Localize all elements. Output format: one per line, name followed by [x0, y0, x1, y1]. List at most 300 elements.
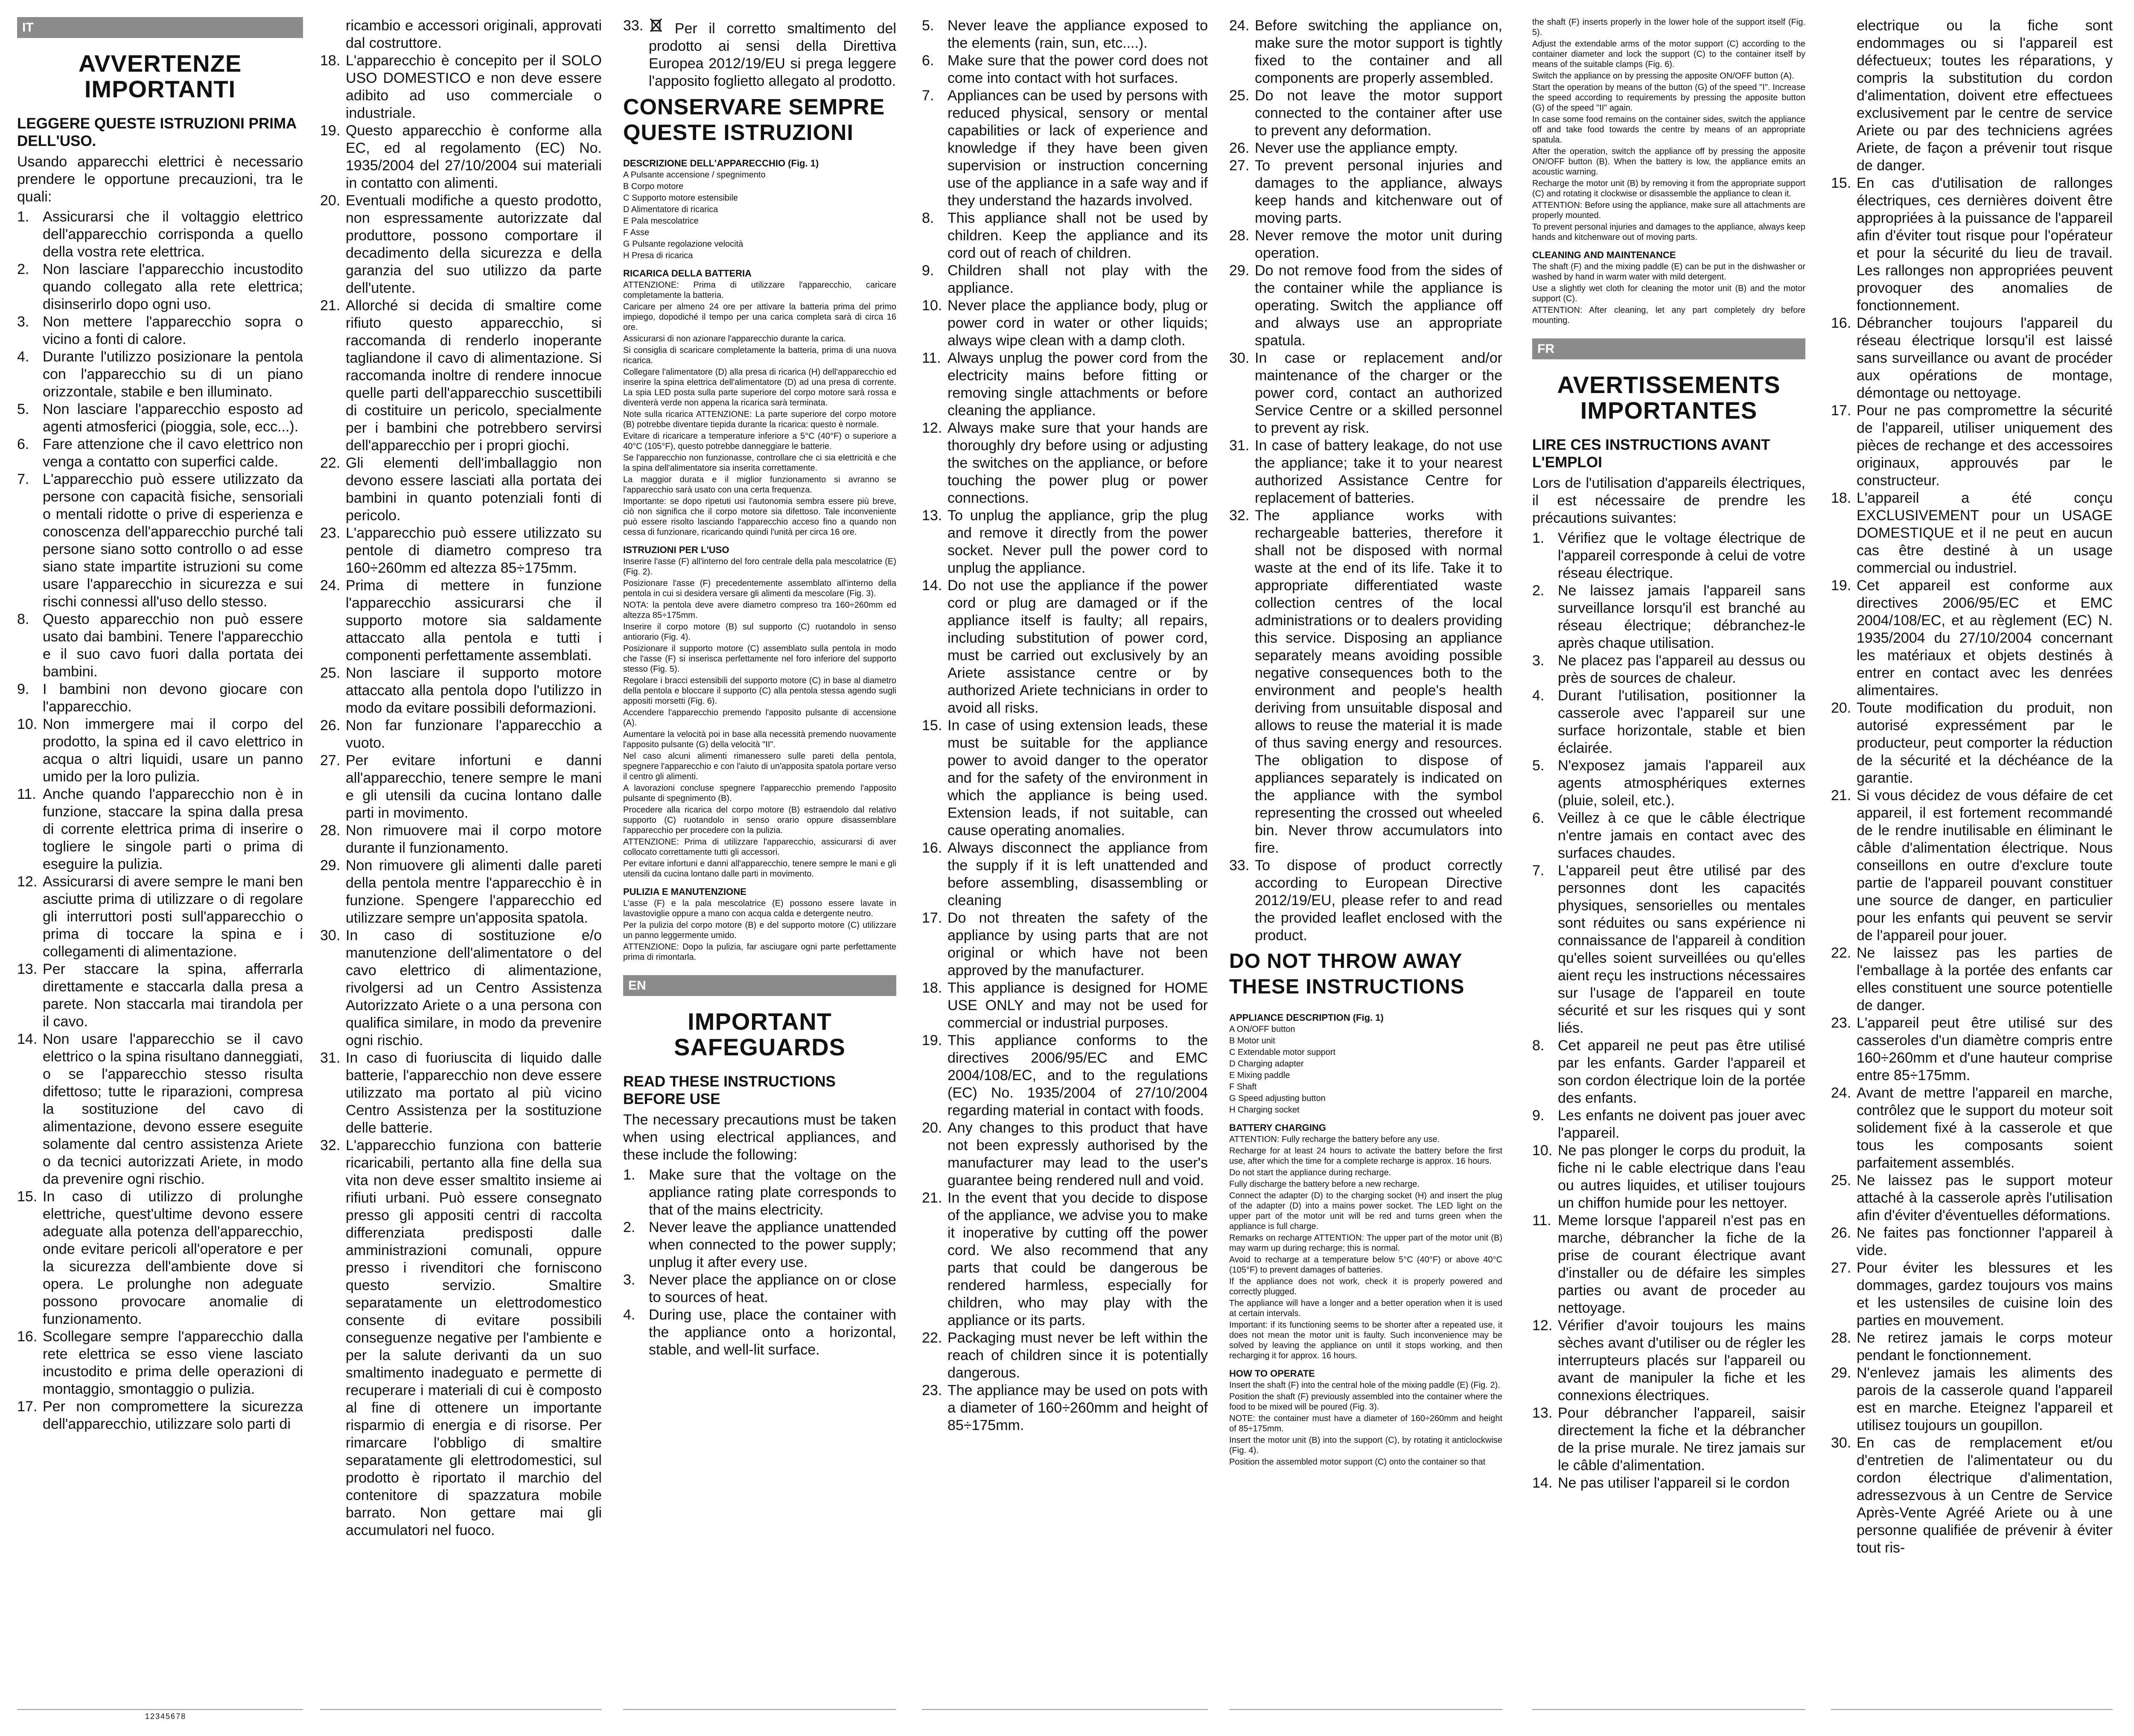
item-number: 28.	[320, 822, 341, 839]
item-number: 22.	[1831, 945, 1851, 961]
item-text: En cas de remplacement et/ou d'entretien de l'alimentateur ou du cordon électrique d'alimentation, adressezvous à un Centre de Service Après-Vente Agréé Ariete ou à une personne qualifiée de prévenir à éviter tout ris-	[1857, 1435, 2113, 1556]
list-item	[1229, 437, 1502, 507]
item-text: Non immergere mai il corpo del prodotto, la spina ed il cavo elettrico in acqua o altri liquidi, usare un panno umido per la loro pulizia.	[43, 716, 303, 785]
list-item	[320, 122, 602, 192]
item-text: This appliance shall not be used by children. Keep the appliance and its cord out of reach of children.	[947, 210, 1208, 261]
item-number: 31.	[320, 1050, 341, 1066]
item-text: L'appareil peut être utilisé par des personnes dont les capacités physiques, sensorielles ou mentales sont réduites ou sans expérience ni connaissance de l'appareil à condition qu'elles soient surveillées ou qu'elles aient reçu les instructions nécessaires sur l'usage de l'appareil en toute sécurité et sur les risques qui y sont liés.	[1558, 862, 1805, 1036]
subtitle-read: READ THESE INSTRUCTIONS BEFORE USE	[623, 1073, 836, 1107]
footer-rule	[320, 1709, 602, 1710]
list-item	[1831, 489, 2113, 577]
list-item	[17, 208, 303, 261]
text-line: Per la pulizia del corpo motore (B) e del supporto motore (C) utilizzare un panno leggermente umido.	[623, 920, 896, 940]
item-text: During use, place the container with the appliance onto a horizontal, stable, and well-lit surface.	[649, 1307, 896, 1358]
list-item	[922, 1119, 1208, 1189]
use-heading: ISTRUZIONI PER L'USO	[623, 545, 729, 555]
text-line: Importante: se dopo ripetuti usi l'autonomia sembra essere più breve, ciò non significa che il corpo motore sia difettoso. Tale inconveniente può essere risolto lasciando l'apparecchio acceso fino a quando non cessa di funzionare, ricaricando quindi l'unità per circa 16 ore.	[623, 497, 896, 537]
item-number: 31.	[1229, 437, 1250, 454]
list-item	[623, 1166, 896, 1219]
item-number: 27.	[320, 752, 341, 769]
list-item	[320, 822, 602, 857]
text-line: Si consiglia di scaricare completamente la batteria, prima di una nuova ricarica.	[623, 346, 896, 365]
text-line: A Pulsante accensione / spegnimento	[623, 170, 766, 180]
list-item	[922, 577, 1208, 717]
list-item	[320, 1049, 602, 1137]
item-text: Durante l'utilizzo posizionare la pentola con l'apparecchio su di un piano orizzontale, stabile e ben illuminato.	[43, 349, 303, 400]
item-text: Gli elementi dell'imballaggio non devono essere lasciati alla portata dei bambini in quanto potenziali fonti di pericolo.	[346, 455, 602, 524]
item-text: Non usare l'apparecchio se il cavo elettrico o la spina risultano danneggiati, o se l'apparecchio stesso risulta difettoso; tutte le riparazioni, compresa la sostituzione del cavo di alimentazione, devono essere eseguite solamente dal centro assistenza Ariete o da tecnici autorizzati Ariete, in modo da prevenire ogni rischio.	[43, 1031, 303, 1187]
text-line: A ON/OFF button	[1229, 1025, 1295, 1034]
desc-heading: DESCRIZIONE DELL'APPARECCHIO (Fig. 1)	[623, 158, 819, 169]
small-text-block	[623, 158, 896, 962]
list-item	[1831, 175, 2113, 315]
use-list	[623, 556, 896, 879]
text-line: In case some food remains on the container sides, switch the appliance off and take food towards the centre by means of an appropriate spatula.	[1532, 115, 1805, 145]
text-line: C Supporto motore estensibile	[623, 193, 738, 203]
list-item	[320, 927, 602, 1049]
list-item	[1831, 1084, 2113, 1172]
intro-fr: Lors de l'utilisation d'appareils électriques, il est nécessaire de prendre les précautions suivantes:	[1532, 475, 1805, 526]
item-number: 19.	[320, 122, 341, 139]
item-number: 12.	[922, 420, 942, 436]
item-number: 16.	[922, 840, 942, 856]
item-text: Do not threaten the safety of the appliance by using parts that are not original or which have not been approved by the manufacturer.	[947, 910, 1208, 979]
item-text: Cet appareil est conforme aux directives 2006/95/EC et EMC 2004/108/EC, et au règlement (EC) N. 1935/2004 du 27/10/2004 concernant les matériaux et objets destinés à entrer en contact avec les denrées alimentaires.	[1857, 577, 2113, 699]
item-number: 32.	[320, 1137, 341, 1153]
list-item	[17, 716, 303, 786]
list-item	[1532, 1212, 1805, 1317]
column-english-1	[922, 17, 1208, 1698]
list-item	[17, 471, 303, 611]
list-item	[623, 1306, 896, 1359]
crossed-bin-icon	[649, 20, 675, 37]
item-text: Per non compromettere la sicurezza dell'apparecchio, utilizzare solo parti di	[43, 1398, 303, 1432]
item-text: Ne laissez jamais l'appareil sans surveillance lorsqu'il est branché au réseau électrique; débranchez-le après chaque utilisation.	[1558, 583, 1805, 651]
item-text: N'exposez jamais l'appareil aux agents atmosphériques externes (pluie, soleil, etc.).	[1558, 757, 1805, 809]
list-item	[922, 419, 1208, 507]
list-item	[1532, 1142, 1805, 1212]
item-text: Veillez à ce que le câble électrique n'entre jamais en contact avec des surfaces chaudes.	[1558, 810, 1805, 861]
item-number: 26.	[320, 717, 341, 734]
item-number: 21.	[320, 297, 341, 314]
item-number: 3.	[17, 314, 29, 330]
footer-rule	[17, 1709, 303, 1710]
item-text: N'enlevez jamais les aliments des parois de la casserole quand l'appareil est en marche. Eteignez l'appareil et utilisez toujours un goupillon.	[1857, 1365, 2113, 1433]
list-item	[1831, 1259, 2113, 1329]
item-text: The appliance works with rechargeable batteries, therefore it shall not be disposed with normal waste at the end of its life. Take it to appropriate differentiated waste collection centres of the local administrations or to dealers providing this service. Disposing an appliance separately means avoiding possible negative consequences both to the environment and people's health deriving from unsuitable disposal and allows to reuse the material it is made of thus saving energy and resources. The obligation to dispose of appliances separately is indicated on the appliance with the symbol representing the crossed out wheeled bin. Never throw accumulators into fire.	[1255, 507, 1502, 856]
list-item	[623, 1271, 896, 1306]
item-number: 6.	[1532, 810, 1545, 826]
title-avvertenze: AVVERTENZE IMPORTANTI	[78, 50, 242, 102]
item-number: 33.	[623, 17, 644, 34]
item-number: 6.	[922, 52, 934, 69]
title-do-not-throw: DO NOT THROW AWAY THESE INSTRUCTIONS	[1229, 950, 1465, 998]
item-text: Ne faites pas fonctionner l'appareil à vide.	[1857, 1225, 2113, 1258]
list-item	[1532, 687, 1805, 757]
clean-heading: PULIZIA E MANUTENZIONE	[623, 886, 746, 897]
item-number: 26.	[1831, 1225, 1851, 1241]
item-number: 19.	[1831, 577, 1851, 594]
text-line: B Motor unit	[1229, 1036, 1275, 1046]
item-number: 1.	[1532, 530, 1545, 546]
list-item	[320, 454, 602, 524]
list-item	[922, 1382, 1208, 1434]
item-number	[320, 17, 346, 52]
text-line: E Pala mescolatrice	[623, 216, 699, 226]
item-number: 12.	[17, 874, 38, 890]
text-line: ATTENZIONE: Dopo la pulizia, far asciugare ogni parte perfettamente prima di rimontarla.	[623, 942, 896, 962]
item-text: L'appareil peut être utilisé sur des casseroles d'un diamètre compris entre 160÷260mm et d'une hauteur comprise entre 85÷175mm.	[1857, 1015, 2113, 1084]
item-number: 4.	[17, 349, 29, 365]
item-number: 8.	[922, 210, 934, 226]
item-number: 11.	[1532, 1212, 1551, 1229]
list-item	[1532, 1474, 1805, 1492]
text-line: D Alimentatore di ricarica	[623, 205, 718, 214]
desc-list	[623, 170, 896, 261]
list-item	[320, 717, 602, 752]
list-item	[320, 577, 602, 664]
item-text: Pour ne pas compromettre la sécurité de l'appareil, utiliser uniquement des pièces de rechange et des accessoires originaux, approuvés par le constructeur.	[1857, 402, 2113, 489]
item-number: 24.	[320, 577, 341, 594]
list-item	[922, 210, 1208, 262]
item-number: 27.	[1229, 157, 1250, 174]
item-number: 20.	[1831, 700, 1851, 716]
language-tag-fr: FR	[1532, 338, 1805, 359]
item-text: Do not remove food from the sides of the container while the appliance is operating. Switch the appliance off and always use an appropriate spatula.	[1255, 262, 1502, 349]
item-text: Non rimuovere mai il corpo motore durante il funzionamento.	[346, 822, 602, 856]
item-text: Non lasciare l'apparecchio incustodito quando collegato alla rete elettrica; disinserirlo dopo ogni uso.	[43, 261, 303, 312]
clean-list	[1532, 262, 1805, 326]
item-text: Never remove the motor unit during operation.	[1255, 227, 1502, 261]
item-number: 22.	[922, 1330, 942, 1346]
item-number: 1.	[17, 209, 29, 225]
item-text: Never place the appliance body, plug or power cord in water or other liquids; always wipe clean with a damp cloth.	[947, 297, 1208, 349]
item-number	[1831, 17, 1857, 175]
list-item	[922, 17, 1208, 52]
item-number: 22.	[320, 455, 341, 471]
list-item	[1532, 862, 1805, 1037]
item-text: In case or replacement and/or maintenance of the charger or the power cord, contact an authorized Service Centre or a skilled personnel to prevent ay risk.	[1255, 350, 1502, 436]
item-number: 18.	[922, 980, 942, 996]
item-number: 29.	[1229, 262, 1250, 279]
text-line: E Mixing paddle	[1229, 1071, 1290, 1080]
item-text: Per staccare la spina, afferrarla direttamente e staccarla dalla presa a parete. Non staccarla mai tirandola per il cavo.	[43, 961, 303, 1030]
column-italian-3	[623, 17, 896, 1698]
list-item	[17, 1031, 303, 1188]
item-text: Never use the appliance empty.	[1255, 140, 1458, 156]
item-number: 24.	[1229, 17, 1250, 34]
item-number: 5.	[1532, 757, 1545, 774]
item-number: 9.	[922, 262, 934, 279]
item-text: L'apparecchio è concepito per il SOLO USO DOMESTICO e non deve essere adibito ad uso commerciale o industriale.	[346, 52, 602, 121]
list-item	[922, 262, 1208, 297]
item-number: 21.	[922, 1190, 942, 1206]
operate-heading: HOW TO OPERATE	[1229, 1368, 1315, 1379]
list-item	[922, 839, 1208, 909]
item-number: 16.	[17, 1328, 38, 1345]
item-text: Meme lorsque l'appareil n'est pas en marche, débrancher la fiche de la prise de courant électrique avant d'installer ou de défaire les simples parties ou avant de proceder au nettoyage.	[1558, 1212, 1805, 1316]
item-text: Questo apparecchio non può essere usato dai bambini. Tenere l'apparecchio e il suo cavo fuori dalla portata dei bambini.	[43, 611, 303, 680]
item-number: 7.	[922, 87, 934, 104]
text-line: G Speed adjusting button	[1229, 1094, 1326, 1103]
list-item	[1229, 262, 1502, 350]
item-number: 23.	[320, 525, 341, 541]
item-number: 14.	[1532, 1475, 1553, 1491]
item-text: Vérifiez que le voltage électrique de l'appareil corresponde à celui de votre réseau électrique.	[1558, 530, 1805, 581]
subtitle-leggere: LEGGERE QUESTE ISTRUZIONI PRIMA DELL'USO.	[17, 115, 297, 149]
charge-heading: RICARICA DELLA BATTERIA	[623, 268, 752, 279]
list-item	[17, 348, 303, 401]
item-number: 7.	[17, 471, 29, 487]
list-item	[1831, 1364, 2113, 1434]
list-item	[922, 1329, 1208, 1382]
item-text: Make sure that the power cord does not come into contact with hot surfaces.	[947, 52, 1208, 86]
list-item	[1831, 699, 2113, 787]
language-tag-en: EN	[623, 975, 896, 996]
text-line: Se l'apparecchio non funzionasse, controllare che ci sia elettricità e che la spina dell'alimentatore sia inserita correttamente.	[623, 453, 896, 473]
item-number: 25.	[1831, 1172, 1851, 1188]
item-number: 18.	[320, 52, 341, 69]
item-number: 9.	[1532, 1107, 1545, 1124]
text-line: Posizionare il supporto motore (C) assemblato sulla pentola in modo che l'asse (F) si inserisca perfettamente nel foro inferiore del supporto stesso (Fig. 5).	[623, 644, 896, 674]
footer-rule	[1831, 1709, 2113, 1710]
list-item	[1831, 1224, 2113, 1259]
item-text: In case of using extension leads, these must be suitable for the appliance power to avoid danger to the operator and for the safety of the environment in which the appliance is being used. Extension leads, if not suitable, can cause operating anomalies.	[947, 717, 1208, 839]
item-text: Never leave the appliance unattended when connected to the power supply; unplug it after every use.	[649, 1219, 896, 1270]
text-line: Inserire il corpo motore (B) sul supporto (C) ruotandolo in senso antiorario (Fig. 4).	[623, 622, 896, 642]
item-text: Eventuali modifiche a questo prodotto, non espressamente autorizzate dal produttore, possono comportare il decadimento della sicurezza e della garanzia del suo utilizzo da parte dell'utente.	[346, 192, 602, 296]
column-english-2	[1229, 17, 1502, 1698]
column-italian-1	[17, 17, 303, 1698]
list-item	[1229, 350, 1502, 437]
list-item	[922, 717, 1208, 839]
item-text: Avant de mettre l'appareil en marche, contrôlez que le support du moteur soit solidement fixé à la casserole et que tous les composants soient parfaitement assemblés.	[1857, 1085, 2113, 1171]
item-text: Ne laissez pas le support moteur attaché à la casserole après l'utilisation afin d'éviter d'éventuelles déformations.	[1857, 1172, 2113, 1223]
text-line: Regolare i bracci estensibili del supporto motore (C) in base al diametro della pentola e bloccare il supporto (C) alla pentola stessa agendo sugli appositi morsetti (Fig. 6).	[623, 676, 896, 706]
text-line: The appliance will have a longer and a better operation when it is used at certain intervals.	[1229, 1299, 1502, 1318]
list-item	[1532, 582, 1805, 652]
item-number: 16.	[1831, 315, 1851, 331]
item-number: 13.	[1532, 1405, 1553, 1421]
item-text: Scollegare sempre l'apparecchio dalla rete elettrica se esso viene lasciato incustodito e prima delle operazioni di montaggio, smontaggio o pulizia.	[43, 1328, 303, 1397]
item-text: Make sure that the voltage on the appliance rating plate corresponds to that of the mains electricity.	[649, 1167, 896, 1218]
item-text: The appliance may be used on pots with a diameter of 160÷260mm and height of 85÷175mm.	[947, 1382, 1208, 1433]
item-text: Allorché si decida di smaltire come rifiuto questo apparecchio, si raccomanda di renderlo inoperante tagliandone il cavo di alimentazione. Si raccomanda inoltre di rendere innocue quelle parti dell'apparecchio suscettibili di costituire un pericolo, specialmente per i bambini che potrebbero servirsi dell'apparecchio per i propri giochi.	[346, 297, 602, 454]
item-text: Durant l'utilisation, positionner la casserole avec l'appareil sur une surface horizontale, stable et bien éclairée.	[1558, 687, 1805, 756]
text-line: Remarks on recharge ATTENTION: The upper part of the motor unit (B) may warm up during recharge; this is normal.	[1229, 1233, 1502, 1253]
item-text: This appliance conforms to the directives 2006/95/EC and EMC 2004/108/EC, and to the regulations (EC) No. 1935/2004 of 27/10/2004 regarding material in contact with foods.	[947, 1032, 1208, 1118]
item-number: 17.	[922, 910, 942, 926]
item-text: In caso di fuoriuscita di liquido dalle batterie, l'apparecchio non deve essere utilizzato ma portato al più vicino Centro Assistenza per la sostituzione delle batterie.	[346, 1050, 602, 1136]
list-item	[1532, 1317, 1805, 1404]
list-item	[922, 350, 1208, 419]
item-number: 7.	[1532, 862, 1545, 879]
item-text: Non rimuovere gli alimenti dalle pareti della pentola mentre l'apparecchio è in funzione. Spengere l'apparecchio ed utilizzare sempre un'apposita spatola.	[346, 857, 602, 926]
text-line: If the appliance does not work, check it is properly powered and correctly plugged.	[1229, 1277, 1502, 1296]
item-text: electrique ou la fiche sont endommages ou si l'appareil est défectueux; toutes les réparations, y compris la substitution du cordon d'alimentation, doivent etre effectuees exclusivement par le centre de service Ariete ou par des techniciens agrées Ariete, de façon a prévenir tout risque de danger.	[1857, 17, 2113, 174]
list-item	[1229, 17, 1502, 87]
item-text: Questo apparecchio è conforme alla EC, ed al regolamento (EC) No. 1935/2004 del 27/10/2004 sui materiali in contatto con alimenti.	[346, 122, 602, 191]
list-item	[17, 961, 303, 1031]
list-item	[1831, 787, 2113, 944]
item-number: 29.	[320, 857, 341, 874]
item-number: 2.	[623, 1219, 636, 1235]
item-text: To unplug the appliance, grip the plug and remove it directly from the power socket. Never pull the power cord to unplug the appliance.	[947, 507, 1208, 576]
list-item	[1532, 757, 1805, 810]
operate-list	[1532, 17, 1805, 242]
text-line: F Shaft	[1229, 1082, 1257, 1092]
list-item	[922, 979, 1208, 1032]
item-number: 28.	[1229, 227, 1250, 244]
text-line: Do not start the appliance during recharge.	[1229, 1168, 1391, 1177]
items-list	[1532, 530, 1805, 1492]
item-number: 14.	[922, 577, 942, 594]
item-number: 30.	[1831, 1435, 1851, 1451]
item-number: 18.	[1831, 490, 1851, 506]
intro-en: The necessary precautions must be taken when using electrical appliances, and these include the following:	[623, 1112, 896, 1163]
item-text: L'apparecchio può essere utilizzato da persone con capacità fisiche, sensoriali o mentali ridotte o prive di esperienza e conoscenza dell'apparecchio purché tali persone siano sotto controllo o ad esse siano state impartite istruzioni su come usare l'apparecchio in sicurezza e sui rischi connessi all'uso dello stesso.	[43, 471, 303, 610]
item-text: L'appareil a été conçu EXCLUSIVEMENT pour un USAGE DOMESTIQUE et il ne peut en aucun cas être destiné à un usage commercial ou industriel.	[1857, 490, 2113, 576]
list-item	[922, 1189, 1208, 1329]
item-text: Before switching the appliance on, make sure the motor support is tightly fixed to the container and all components are properly assembled.	[1255, 17, 1502, 86]
item-number: 10.	[922, 297, 942, 314]
list-item	[320, 192, 602, 297]
charge-list	[623, 280, 896, 537]
item-number: 25.	[1229, 87, 1250, 104]
list-item	[1229, 857, 1502, 944]
desc-list	[1229, 1024, 1502, 1115]
text-line: To prevent personal injuries and damages to the appliance, always keep hands and kitchenware out of moving parts.	[1532, 222, 1805, 242]
text-line: The shaft (F) and the mixing paddle (E) can be put in the dishwasher or washed by hand in warm water with mild detergent.	[1532, 262, 1805, 282]
item-number: 20.	[320, 192, 341, 209]
charge-heading: BATTERY CHARGING	[1229, 1122, 1326, 1133]
text-line: Avoid to recharge at a temperature below 5°C (40°F) or above 40°C (105°F) to prevent damages of batteries.	[1229, 1255, 1502, 1275]
item-text: Vérifier d'avoir toujours les mains sèches avant d'utiliser ou de régler les interrupteurs placés sur l'appareil ou avant de manipuler la fiche et les connexions électriques.	[1558, 1317, 1805, 1404]
item-text: Per evitare infortuni e danni all'apparecchio, tenere sempre le mani e gli utensili da cucina lontano dalle parti in movimento.	[346, 752, 602, 821]
list-item	[17, 436, 303, 471]
item-number: 4.	[623, 1307, 636, 1323]
list-item	[17, 1188, 303, 1328]
text-line: ATTENZIONE: Prima di utilizzare l'apparecchio, assicurarsi di aver collocato correttamente tutti gli accessori.	[623, 837, 896, 857]
item-text: En cas d'utilisation de rallonges électriques, ces dernières doivent être appropriées à la puissance de l'appareil afin d'éviter tout risque pour l'opérateur et pour la sécurité du lieu de travail. Les rallonges non appropriées peuvent provoquer des anomalies de fonctionnement.	[1857, 175, 2113, 314]
item-text: Any changes to this product that have not been expressly authorised by the manufacturer may lead to the user's guarantee being rendered null and void.	[947, 1120, 1208, 1188]
item-text: Pour débrancher l'appareil, saisir directement la fiche et la débrancher de la prise murale. Ne tirez jamais sur le câble d'alimentation.	[1558, 1405, 1805, 1474]
text-line: Connect the adapter (D) to the charging socket (H) and insert the plug of the adapter (D) into a mains power socket. The LED light on the upper part of the motor unit will be red and turns green when the appliance is full charge.	[1229, 1191, 1502, 1231]
item-text: ricambio e accessori originali, approvati dal costruttore.	[346, 17, 602, 51]
item-text: Ne retirez jamais le corps moteur pendant le fonctionnement.	[1857, 1330, 2113, 1363]
list-item	[623, 1219, 896, 1271]
item-text: Ne pas plonger le corps du produit, la fiche ni le cable electrique dans l'eau ou autres liquides, et utiliser toujours un chiffon humide pour les nettoyer.	[1558, 1142, 1805, 1211]
item-number: 10.	[17, 716, 38, 732]
item-text: In case of battery leakage, do not use the appliance; take it to your nearest authorized Assistance Centre for replacement of batteries.	[1255, 437, 1502, 506]
text-line: Accendere l'apparecchio premendo l'apposito pulsante di accensione (A).	[623, 708, 896, 728]
item-text: Anche quando l'apparecchio non è in funzione, staccare la spina dalla presa di corrente elettrica prima di inserire o togliere le singole parti o prima di eseguire la pulizia.	[43, 786, 303, 872]
text-line: Adjust the extendable arms of the motor support (C) according to the container diameter and lock the support (C) to the container itself by means of the suitable clamps (Fig. 6).	[1532, 39, 1805, 69]
list-item	[1532, 1037, 1805, 1107]
item-number: 3.	[623, 1272, 636, 1288]
items-list	[17, 208, 303, 1433]
item-number: 23.	[1831, 1015, 1851, 1031]
item-number: 20.	[922, 1120, 942, 1136]
list-item	[1831, 1329, 2113, 1364]
item-text: Cet appareil ne peut pas être utilisé par les enfants. Garder l'appareil et son cordon électrique loin de la portée des enfants.	[1558, 1037, 1805, 1106]
list-item	[1532, 652, 1805, 687]
item-number: 14.	[17, 1031, 38, 1047]
title-avertissements: AVERTISSEMENTS IMPORTANTES	[1557, 371, 1781, 424]
item-text: Always disconnect the appliance from the supply if it is left unattended and before assembling, disassembling or cleaning	[947, 840, 1208, 909]
list-item	[922, 909, 1208, 979]
item-text: Always unplug the power cord from the electricity mains before fitting or removing single attachments or before cleaning the appliance.	[947, 350, 1208, 419]
small-text-block	[1532, 17, 1805, 326]
text-line: Nel caso alcuni alimenti rimanessero sulle pareti della pentola, spegnere l'apparecchio e con l'aiuto di un'apposita spatola portare verso il centro gli alimenti.	[623, 751, 896, 781]
list-item	[17, 611, 303, 681]
list-item	[922, 297, 1208, 350]
item-number: 25.	[320, 665, 341, 681]
text-line: Recharge for at least 24 hours to activate the battery before the first use, after which the time for a complete recharge is approx. 16 hours.	[1229, 1146, 1502, 1166]
desc-heading: APPLIANCE DESCRIPTION (Fig. 1)	[1229, 1012, 1384, 1023]
text-line: Position the assembled motor support (C) onto the container so that	[1229, 1457, 1486, 1467]
list-item	[320, 857, 602, 927]
item-text: Non lasciare l'apparecchio esposto ad agenti atmosferici (pioggia, sole, ecc...).	[43, 401, 303, 435]
text-line: Inserire l'asse (F) all'interno del foro centrale della pala mescolatrice (E) (Fig. 2).	[623, 557, 896, 577]
text-line: H Presa di ricarica	[623, 251, 693, 260]
list-item	[922, 87, 1208, 210]
item-text: To prevent personal injuries and damages to the appliance, always keep hands and kitchenware out of moving parts.	[1255, 157, 1502, 226]
item-text: Ne placez pas l'appareil au dessus ou près de sources de chaleur.	[1558, 652, 1805, 686]
item-number: 29.	[1831, 1365, 1851, 1381]
list-item	[1229, 227, 1502, 262]
item-text: Children shall not play with the appliance.	[947, 262, 1208, 296]
column-french-2	[1831, 17, 2113, 1698]
items-list	[320, 17, 602, 1539]
item-text: Les enfants ne doivent pas jouer avec l'appareil.	[1558, 1107, 1805, 1141]
text-line: H Charging socket	[1229, 1105, 1300, 1115]
text-line: D Charging adapter	[1229, 1059, 1304, 1069]
item-number: 24.	[1831, 1085, 1851, 1101]
item-text	[649, 17, 896, 90]
text-line: Procedere alla ricarica del corpo motore (B) estraendolo dal relativo supporto (C) ruotandolo in senso orario oppure disassemblare l'apparecchio per procedere con la pulizia.	[623, 805, 896, 835]
column-italian-2	[320, 17, 602, 1698]
item-text: Fare attenzione che il cavo elettrico non venga a contatto con superfici calde.	[43, 436, 303, 470]
text-line: After the operation, switch the appliance off by pressing the apposite ON/OFF button (B). When the battery is low, the appliance emits an acoustic warning.	[1532, 147, 1805, 177]
list-item	[922, 1032, 1208, 1119]
item-number: 8.	[17, 611, 29, 627]
item-text: Always make sure that your hands are thoroughly dry before using or adjusting the switches on the appliance, or before touching the power plug or power connections.	[947, 420, 1208, 506]
list-item	[320, 1137, 602, 1539]
list-item	[17, 1328, 303, 1398]
item-text: Ne pas utiliser l'appareil si le cordon	[1558, 1475, 1790, 1491]
text-line: Position the shaft (F) previously assembled into the container where the food to be mixed will be poured (Fig. 3).	[1229, 1392, 1502, 1412]
item-text: I bambini non devono giocare con l'apparecchio.	[43, 681, 303, 715]
text-line: Collegare l'alimentatore (D) alla presa di ricarica (H) dell'apparecchio ed inserire la spina elettrica dell'alimentatore (D) ad una presa di corrente. La spia LED posta sulla parte superiore del corpo motore sarà rossa e diventerà verde non appena la ricarica sarà terminata.	[623, 367, 896, 408]
item-number: 17.	[1831, 402, 1851, 419]
text-line: F Asse	[623, 228, 650, 237]
list-item	[320, 752, 602, 822]
list-item	[1831, 1434, 2113, 1557]
text-line: G Pulsante regolazione velocità	[623, 239, 743, 249]
text-line: NOTA: la pentola deve avere diametro compreso tra 160÷260mm ed altezza 85÷175mm.	[623, 600, 896, 620]
list-item	[320, 297, 602, 454]
item-number: 2.	[1532, 583, 1545, 599]
item-number: 33.	[1229, 857, 1250, 874]
item-text: This appliance is designed for HOME USE ONLY and may not be used for commercial or industrial purposes.	[947, 980, 1208, 1031]
item-text: Do not use the appliance if the power cord or plug are damaged or if the appliance itself is faulty; all repairs, including substitution of power cord, must be carried out exclusively by an Ariete assistance centre or by authorized Ariete technicians in order to avoid all risks.	[947, 577, 1208, 716]
item-number: 6.	[17, 436, 29, 452]
item-33-text: Per il corretto smaltimento del prodotto ai sensi della Direttiva Europea 2012/19/EU si prega leggere l'apposito foglietto allegato al prodotto.	[649, 20, 896, 89]
list-item	[922, 507, 1208, 577]
item-text: L'apparecchio può essere utilizzato su pentole di diametro compreso tra 160÷260mm ed altezza 85÷175mm.	[346, 525, 602, 576]
items-list	[1229, 17, 1502, 944]
